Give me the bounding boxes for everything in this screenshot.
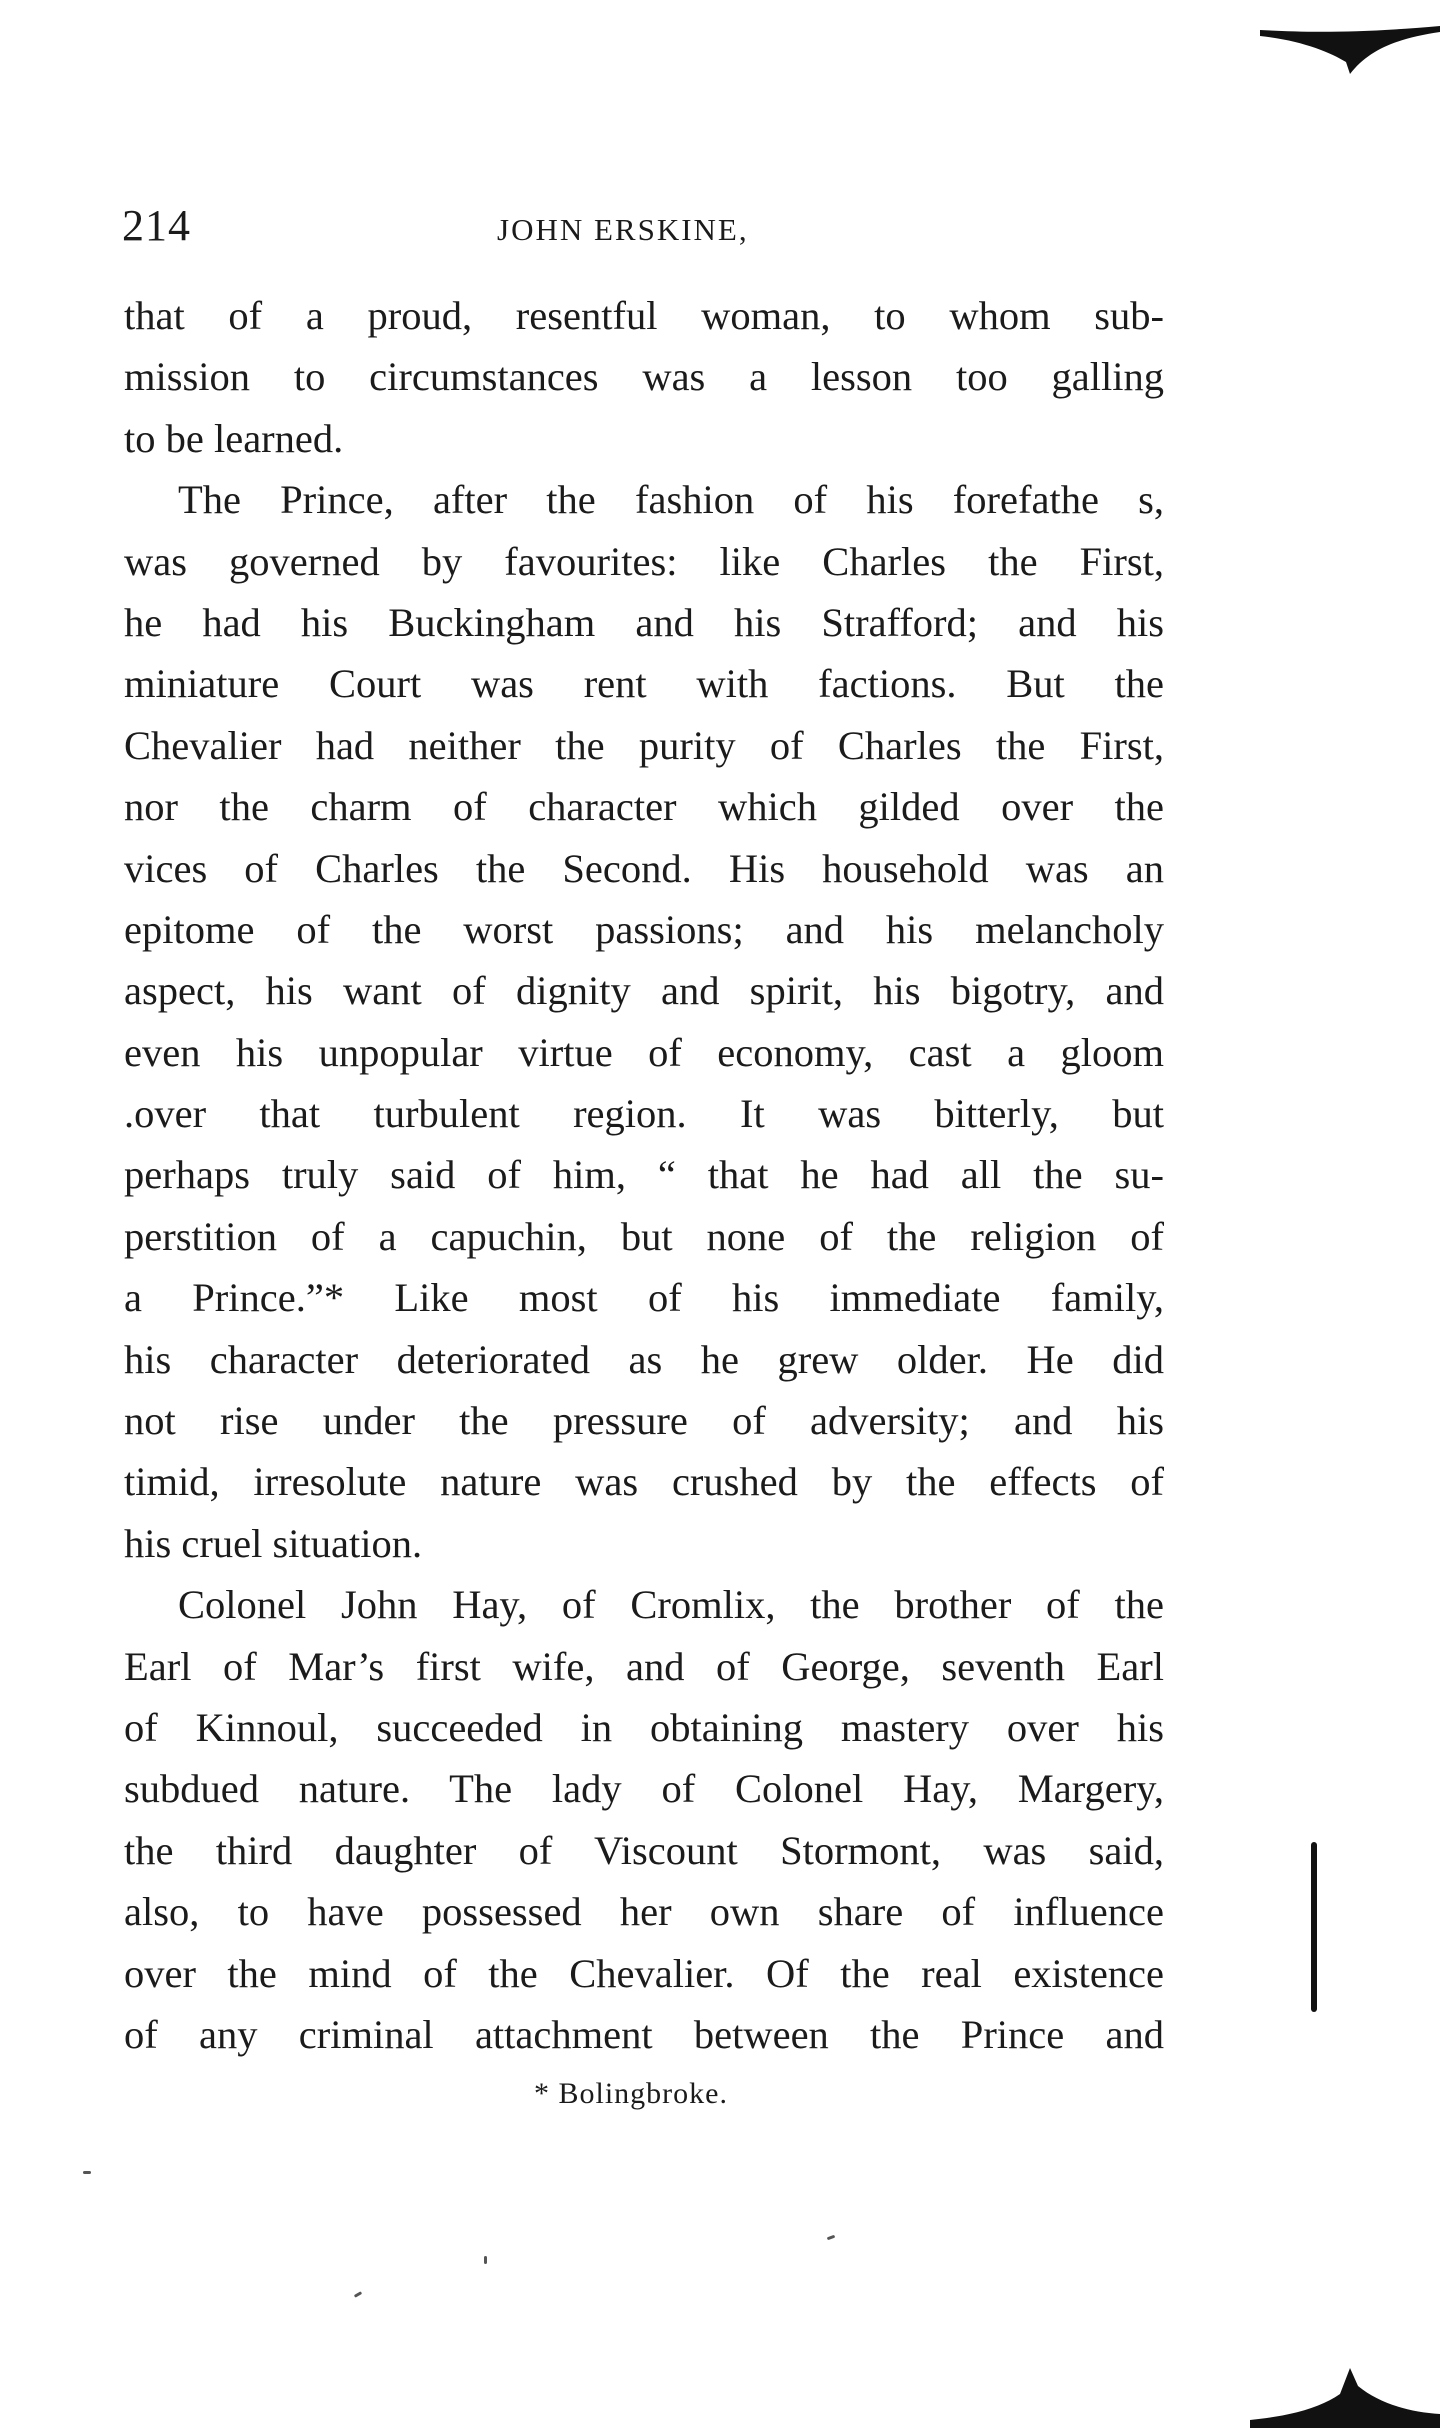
body-text: [124, 285, 1164, 2065]
page-corner-ornament-bottom: [1250, 2328, 1440, 2428]
text-line: epitome of the worst passions; and his melancholy: [124, 906, 1164, 952]
footnote: * Bolingbroke.: [534, 2077, 728, 2110]
text-line: aspect, his want of dignity and spirit, his bigotry, and: [124, 968, 1164, 1014]
text-line: Chevalier had neither the purity of Charles the First,: [124, 722, 1164, 768]
text-line: of any criminal attachment between the Prince and: [124, 2011, 1164, 2057]
text-line: Colonel John Hay, of Cromlix, the brother of the: [178, 1582, 1164, 1628]
text-line: over the mind of the Chevalier. Of the real existence: [124, 1950, 1164, 1996]
text-line: vices of Charles the Second. His household was an: [124, 845, 1164, 891]
text-line: Earl of Mar’s first wife, and of George, seventh Earl: [124, 1643, 1164, 1689]
text-line: to be learned.: [124, 415, 344, 461]
text-line: perstition of a capuchin, but none of the religion of: [124, 1213, 1164, 1259]
text-line: was governed by favourites: like Charles the First,: [124, 538, 1164, 584]
text-line: his cruel situation.: [124, 1520, 423, 1566]
page-header: [122, 200, 1172, 260]
text-line: miniature Court was rent with factions. But the: [124, 661, 1164, 707]
text-line: timid, irresolute nature was crushed by the effects of: [124, 1459, 1164, 1505]
running-head: JOHN ERSKINE,: [497, 212, 749, 247]
text-line: also, to have possessed her own share of influence: [124, 1889, 1164, 1935]
text-line: subdued nature. The lady of Colonel Hay, Margery,: [124, 1766, 1164, 1812]
text-line: perhaps truly said of him, “ that he had all the su-: [124, 1152, 1164, 1198]
text-line: his character deteriorated as he grew older. He did: [124, 1336, 1164, 1382]
text-line: mission to circumstances was a lesson too galling: [124, 354, 1164, 400]
text-line: The Prince, after the fashion of his forefathe s,: [178, 477, 1164, 523]
text-line: nor the charm of character which gilded over the: [124, 784, 1164, 830]
page-number: 214: [122, 201, 191, 250]
text-line: .over that turbulent region. It was bitterly, but: [124, 1091, 1164, 1137]
scan-speck: [354, 2291, 362, 2298]
text-line: not rise under the pressure of adversity; and his: [124, 1398, 1164, 1444]
scan-speck: [827, 2235, 836, 2241]
text-line: he had his Buckingham and his Strafford; and his: [124, 599, 1164, 645]
page-corner-ornament-top: [1260, 22, 1440, 82]
text-line: that of a proud, resentful woman, to whom sub-: [124, 293, 1164, 338]
scan-speck: [484, 2256, 487, 2264]
text-line: even his unpopular virtue of economy, cast a gloom: [124, 1029, 1164, 1075]
text-line: the third daughter of Viscount Stormont, was said,: [124, 1827, 1164, 1873]
scan-speck: [83, 2171, 91, 2174]
text-line: of Kinnoul, succeeded in obtaining mastery over his: [124, 1704, 1164, 1750]
margin-mark: [1311, 1842, 1317, 2012]
text-line: a Prince.”* Like most of his immediate family,: [124, 1275, 1164, 1321]
